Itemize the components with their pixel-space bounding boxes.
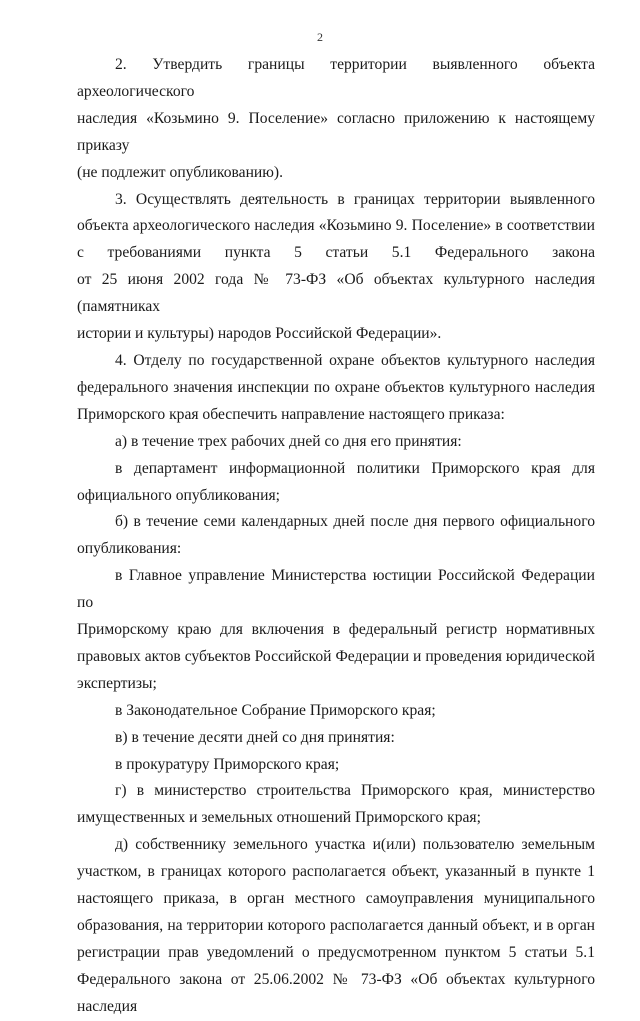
text-line: Федерального закона от 25.06.2002 № 73-ФЗ «Об объектах культурного наследия xyxy=(77,970,595,1015)
text-line: (не подлежит опубликованию). xyxy=(77,163,284,181)
paragraph-4g xyxy=(77,778,595,832)
text-line: экспертизы; xyxy=(77,674,157,692)
paragraph-3 xyxy=(77,187,595,348)
paragraph-4v xyxy=(77,725,595,752)
document-body xyxy=(77,52,595,1021)
text-line: Приморского края обеспечить направление настоящего приказа: xyxy=(77,405,505,423)
text-line: д) собственнику земельного участка и(или) пользователю земельным xyxy=(115,836,595,854)
paragraph-4v-item-1 xyxy=(77,752,595,779)
text-line: истории и культуры) народов Российской Федерации». xyxy=(77,325,442,343)
text-line: объекта археологического наследия «Козьмино 9. Поселение» в соответствии xyxy=(77,217,595,235)
text-line: 2. Утвердить границы территории выявленного объекта археологического xyxy=(77,56,595,100)
page-number: 2 xyxy=(317,30,323,44)
paragraph-4b xyxy=(77,509,595,563)
text-line: правовых актов субъектов Российской Федерации и проведения юридической xyxy=(77,647,595,665)
paragraph-4d xyxy=(77,832,595,1020)
text-line: 4. Отделу по государственной охране объектов культурного наследия xyxy=(115,351,595,369)
paragraph-2 xyxy=(77,52,595,187)
text-line: а) в течение трех рабочих дней со дня его принятия: xyxy=(115,432,462,450)
text-line: в прокуратуру Приморского края; xyxy=(115,755,340,773)
text-line: настоящего приказа, в орган местного самоуправления муниципального xyxy=(77,890,595,908)
text-line: в) в течение десяти дней со дня принятия: xyxy=(115,728,395,746)
text-line: участком, в границах которого располагается объект, указанный в пункте 1 xyxy=(77,863,595,881)
paragraph-4b-item-2 xyxy=(77,698,595,725)
text-line: в Главное управление Министерства юстиции Российской Федерации по xyxy=(77,567,595,612)
paragraph-4a-item-1 xyxy=(77,456,595,510)
text-line: от 25 июня 2002 года № 73-ФЗ «Об объектах культурного наследия (памятниках xyxy=(77,271,595,316)
text-line: с требованиями пункта 5 статьи 5.1 Федерального закона xyxy=(77,244,595,262)
text-line: в департамент информационной политики Приморского края для xyxy=(115,459,595,477)
text-line: опубликования: xyxy=(77,540,182,558)
text-line: б) в течение семи календарных дней после дня первого официального xyxy=(115,513,595,531)
paragraph-4a xyxy=(77,429,595,456)
text-line: образования, на территории которого располагается данный объект, и в орган xyxy=(77,917,595,934)
text-line: наследия «Козьмино 9. Поселение» согласно приложению к настоящему приказу xyxy=(77,109,595,154)
text-line: в Законодательное Собрание Приморского края; xyxy=(115,701,436,719)
text-line: Приморскому краю для включения в федеральный регистр нормативных xyxy=(77,621,595,639)
text-line: 3. Осуществлять деятельность в границах территории выявленного xyxy=(115,190,595,208)
text-line: регистрации прав уведомлений о предусмотренном пунктом 5 статьи 5.1 xyxy=(77,943,595,961)
text-line: федерального значения инспекции по охране объектов культурного наследия xyxy=(77,378,595,396)
text-line: имущественных и земельных отношений Приморского края; xyxy=(77,809,481,827)
paragraph-4b-item-1 xyxy=(77,563,595,698)
paragraph-4 xyxy=(77,348,595,429)
text-line: официального опубликования; xyxy=(77,486,280,504)
text-line: г) в министерство строительства Приморского края, министерство xyxy=(115,782,595,800)
